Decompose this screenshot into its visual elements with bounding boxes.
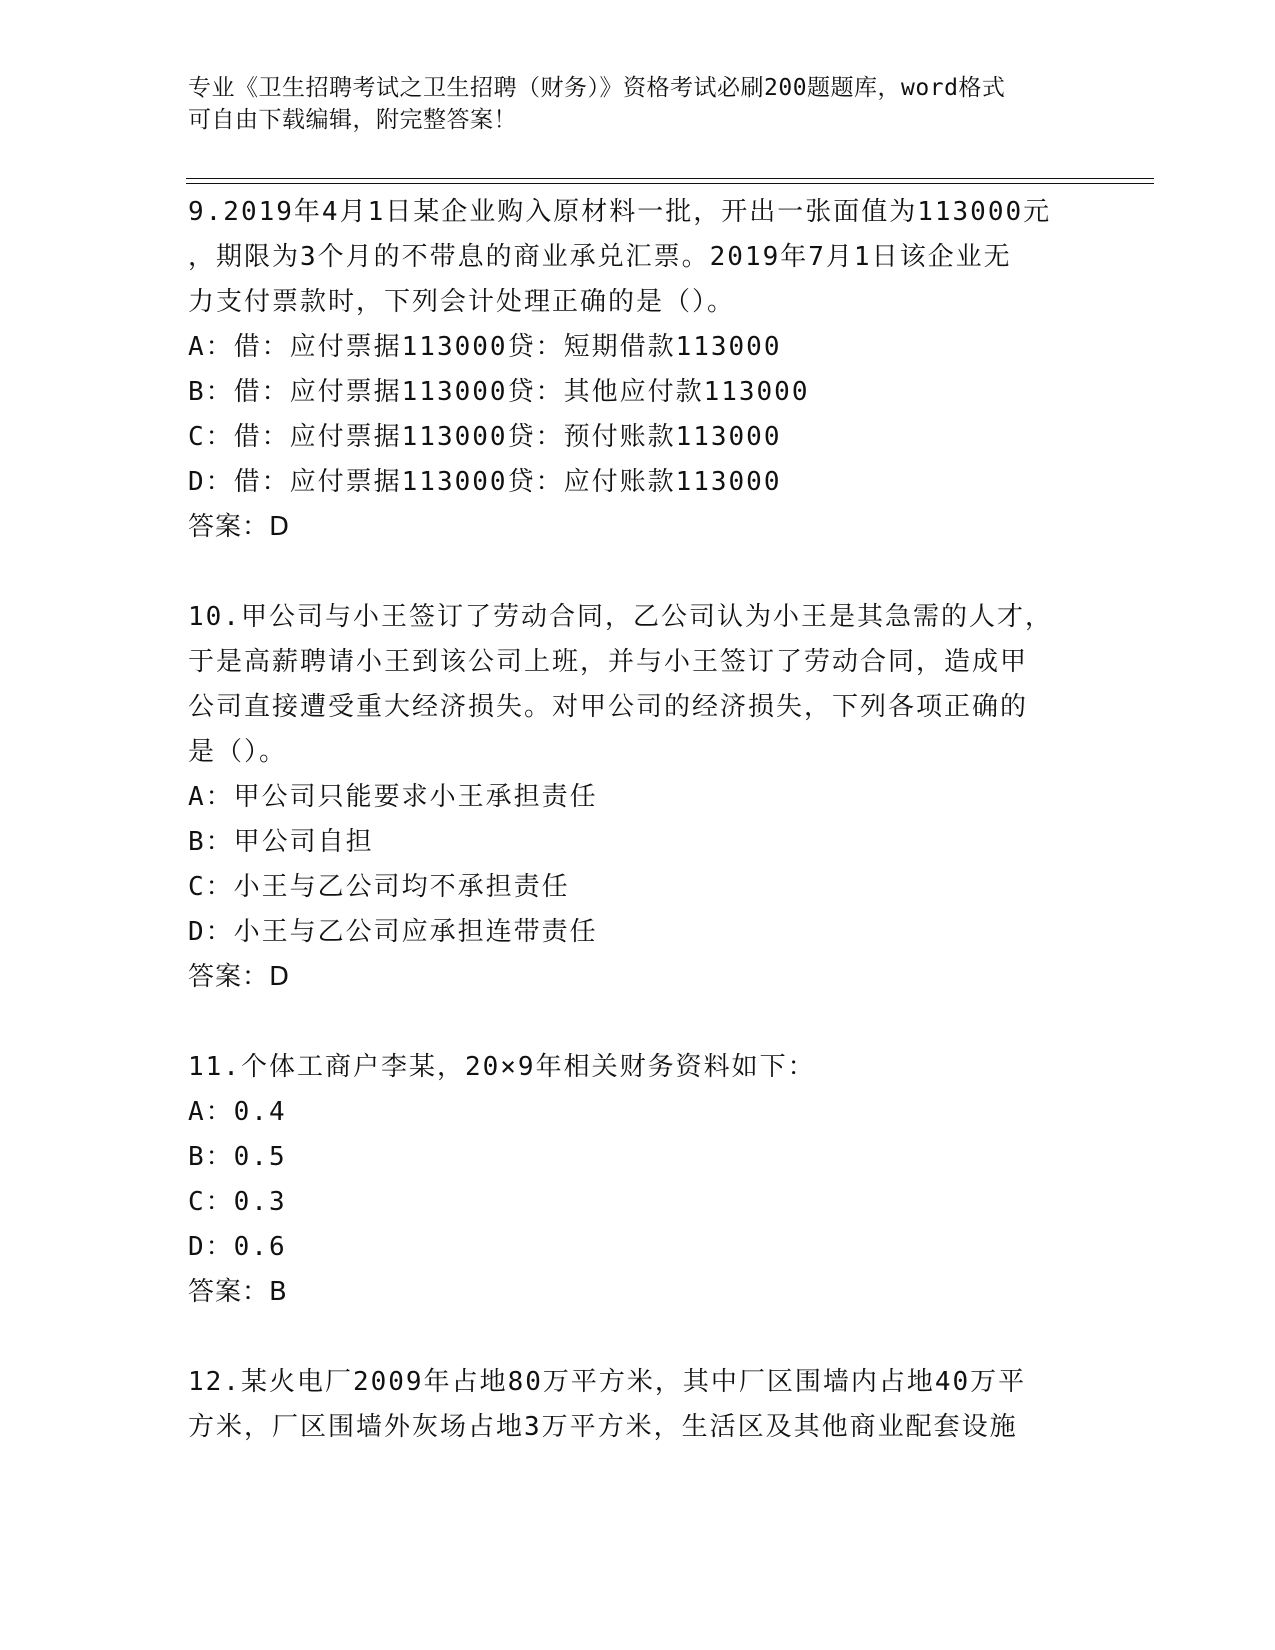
question-11 bbox=[188, 1045, 1088, 1315]
question-text-line: 于是高薪聘请小王到该公司上班，并与小王签订了劳动合同，造成甲 bbox=[188, 647, 1029, 677]
question-text-line: 力支付票款时，下列会计处理正确的是（）。 bbox=[188, 287, 736, 317]
header-divider-top bbox=[186, 178, 1154, 179]
answer-label: 答案：D bbox=[188, 512, 291, 542]
option-b: B：0.5 bbox=[188, 1142, 287, 1172]
question-text-line: 是（）。 bbox=[188, 737, 288, 767]
question-9 bbox=[188, 190, 1088, 550]
option-a: A：借：应付票据113000贷：短期借款113000 bbox=[188, 332, 782, 362]
option-a: A：0.4 bbox=[188, 1097, 287, 1127]
question-text-line: 11.个体工商户李某，20×9年相关财务资料如下： bbox=[188, 1052, 816, 1082]
option-c: C：小王与乙公司均不承担责任 bbox=[188, 872, 570, 902]
document-header bbox=[188, 72, 1068, 136]
question-text-line: 公司直接遭受重大经济损失。对甲公司的经济损失，下列各项正确的 bbox=[188, 692, 1029, 722]
question-12 bbox=[188, 1360, 1088, 1450]
option-c: C：借：应付票据113000贷：预付账款113000 bbox=[188, 422, 782, 452]
question-10 bbox=[188, 595, 1088, 1000]
header-line-2: 可自由下载编辑，附完整答案！ bbox=[188, 107, 517, 133]
question-list bbox=[188, 190, 1088, 1495]
answer-label: 答案：B bbox=[188, 1277, 288, 1307]
option-b: B：借：应付票据113000贷：其他应付款113000 bbox=[188, 377, 810, 407]
question-text-line: ，期限为3个月的不带息的商业承兑汇票。2019年7月1日该企业无 bbox=[188, 242, 1012, 272]
option-d: D：借：应付票据113000贷：应付账款113000 bbox=[188, 467, 782, 497]
option-d: D：小王与乙公司应承担连带责任 bbox=[188, 917, 598, 947]
header-line-1: 专业《卫生招聘考试之卫生招聘（财务）》资格考试必刷200题题库，word格式 bbox=[188, 75, 1006, 101]
question-text-line: 方米，厂区围墙外灰场占地3万平方米，生活区及其他商业配套设施 bbox=[188, 1412, 1018, 1442]
option-b: B：甲公司自担 bbox=[188, 827, 374, 857]
question-text-line: 10.甲公司与小王签订了劳动合同，乙公司认为小王是其急需的人才， bbox=[188, 602, 1053, 632]
option-c: C：0.3 bbox=[188, 1187, 287, 1217]
question-text-line: 12.某火电厂2009年占地80万平方米，其中厂区围墙内占地40万平 bbox=[188, 1367, 1027, 1397]
answer-label: 答案：D bbox=[188, 962, 291, 992]
option-a: A：甲公司只能要求小王承担责任 bbox=[188, 782, 598, 812]
question-text-line: 9.2019年4月1日某企业购入原材料一批，开出一张面值为113000元 bbox=[188, 197, 1052, 227]
header-divider-bottom bbox=[186, 183, 1154, 184]
option-d: D：0.6 bbox=[188, 1232, 287, 1262]
